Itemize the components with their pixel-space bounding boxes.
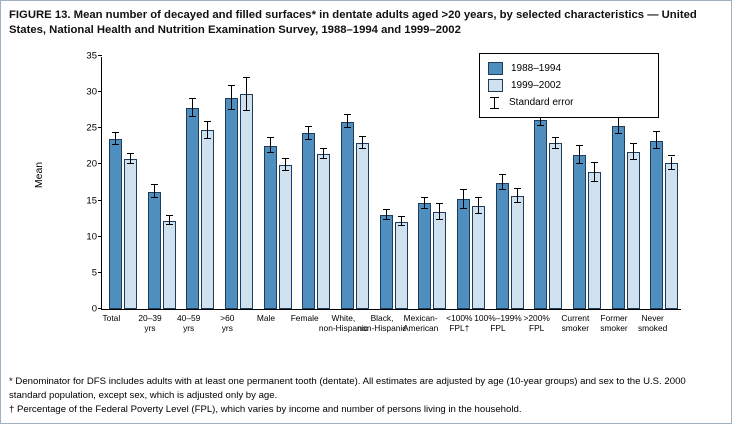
y-tick-label: 10 [86,231,97,243]
error-bar-cap [460,189,467,190]
x-tick-label: Male [256,313,276,323]
error-bar-cap [243,110,250,111]
error-bar-cap [267,137,274,138]
bar [395,222,408,309]
y-tick-label: 20 [86,158,97,170]
bar [225,98,238,309]
x-tick-label: Female [290,313,319,323]
bar [511,196,524,309]
bar [472,206,485,309]
error-bar-cap [630,159,637,160]
bar [124,159,137,309]
error-bar [231,86,232,111]
error-bar-cap [282,158,289,159]
error-bar-cap [475,197,482,198]
error-bar-cap [576,145,583,146]
bar [302,133,315,309]
error-bar [656,132,657,149]
x-tick-label: Former smoker [600,313,628,333]
error-bar-icon [488,97,501,109]
error-bar-cap [514,202,521,203]
error-bar-cap [398,216,405,217]
bar [612,126,625,309]
y-tick-label: 25 [86,122,97,134]
error-bar-cap [151,184,158,185]
y-tick-label: 0 [91,303,97,315]
bar-group [378,56,411,309]
error-bar-cap [127,153,134,154]
bar [186,108,199,309]
y-tick-mark [98,272,102,273]
error-bar-cap [320,158,327,159]
error-bar [579,146,580,165]
error-bar [633,144,634,160]
error-bar-cap [383,219,390,220]
error-bar [517,189,518,203]
error-bar-cap [267,152,274,153]
bar [341,122,354,309]
error-bar-cap [552,148,559,149]
error-bar-cap [359,136,366,137]
error-bar-cap [112,144,119,145]
error-bar [618,118,619,134]
error-bar-cap [576,163,583,164]
error-bar-cap [228,85,235,86]
error-bar-cap [383,209,390,210]
error-bar-cap [615,133,622,134]
y-tick-mark [98,127,102,128]
error-bar [502,175,503,189]
legend-item-standard-error [488,94,650,111]
chart-area [9,49,725,349]
error-bar-cap [305,139,312,140]
x-tick-label: >60 yrs [220,313,235,333]
error-bar-cap [537,125,544,126]
error-bar-cap [514,188,521,189]
y-tick-mark [98,91,102,92]
error-bar-cap [243,77,250,78]
error-bar-cap [344,114,351,115]
error-bar-cap [460,208,467,209]
error-bar-cap [282,170,289,171]
error-bar-cap [499,189,506,190]
error-bar-cap [204,138,211,139]
bar [264,146,277,309]
x-tick-label: Black, non-Hispanic [357,313,407,333]
bar-group [146,56,179,309]
legend-item-1999-2002 [488,77,650,94]
x-tick-label: White, non-Hispanic [318,313,368,333]
x-tick-label: 100%–199% FPL [474,313,522,333]
bar-group [107,56,140,309]
error-bar-cap [127,163,134,164]
bar-group [300,56,333,309]
error-bar-cap [591,162,598,163]
error-bar-cap [653,131,660,132]
error-bar-cap [436,219,443,220]
y-tick-label: 5 [91,267,97,279]
y-tick-mark [98,163,102,164]
error-bar-cap [552,137,559,138]
bar [380,215,393,309]
error-bar-cap [344,127,351,128]
bar [317,154,330,309]
error-bar-cap [630,143,637,144]
figure-title: FIGURE 13. Mean number of decayed and filled surfaces* in dentate adults aged >20 years, by selected characteristics — United States, National Health and Nutrition Examination Survey, 1988–1994 and 1999–2002 [9,9,697,36]
error-bar-cap [591,181,598,182]
footnotes [9,375,725,418]
y-tick-mark [98,308,102,309]
y-tick-mark [98,200,102,201]
bar [163,221,176,309]
error-bar-cap [421,197,428,198]
bar-group [184,56,217,309]
y-tick-mark [98,55,102,56]
bar [549,143,562,309]
y-axis-label: Mean [33,161,45,189]
x-tick-label: Mexican-American [402,313,439,333]
y-tick-label: 35 [86,50,97,62]
error-bar-cap [228,109,235,110]
error-bar [192,99,193,118]
error-bar-cap [653,148,660,149]
legend-label: 1999–2002 [511,80,562,91]
error-bar-cap [668,155,675,156]
y-tick-label: 30 [86,86,97,98]
bar [534,120,547,309]
bar [573,155,586,309]
bar [109,139,122,309]
error-bar [246,78,247,111]
error-bar-cap [359,148,366,149]
y-tick-mark [98,236,102,237]
bar [650,141,663,309]
x-tick-label: 40–59 yrs [177,313,201,333]
x-tick-label: Never smoked [637,313,668,333]
error-bar-cap [320,148,327,149]
legend [479,53,659,118]
error-bar-cap [166,224,173,225]
bar [627,152,640,309]
error-bar [594,163,595,182]
error-bar-cap [421,208,428,209]
x-tick-label: 20–39 yrs [138,313,162,333]
bar [433,212,446,309]
footnote-2: † Percentage of the Federal Poverty Level (FPL), which varies by income and number of persons living in the household. [9,404,522,415]
error-bar-cap [305,126,312,127]
error-bar [439,204,440,220]
bar-group [223,56,256,309]
error-bar-cap [189,116,196,117]
bar [665,163,678,309]
error-bar-cap [189,98,196,99]
error-bar [478,198,479,214]
bar [279,165,292,309]
footnote-1: * Denominator for DFS includes adults with at least one permanent tooth (dentate). All estimates are adjusted by age (10-year groups) and sex to the U.S. 2000 standard population, except sex, which is adjusted only by age. [9,376,686,401]
error-bar-cap [668,169,675,170]
y-tick-label: 15 [86,195,97,207]
bar-group [262,56,295,309]
x-tick-label: <100% FPL† [446,313,473,333]
error-bar [207,122,208,139]
x-tick-label: Current smoker [561,313,590,333]
bar-group [339,56,372,309]
bar-group [416,56,449,309]
legend-label: 1988–1994 [511,63,562,74]
bar [356,143,369,309]
legend-swatch-icon [488,62,503,75]
bar [240,94,253,309]
error-bar [463,190,464,209]
bar [457,199,470,309]
error-bar-cap [499,174,506,175]
x-tick-label: Total [102,313,121,323]
error-bar-cap [204,121,211,122]
bar [588,172,601,309]
error-bar-cap [166,215,173,216]
error-bar [270,138,271,152]
error-bar-cap [398,225,405,226]
legend-swatch-icon [488,79,503,92]
x-tick-label: >200% FPL [523,313,550,333]
bar [496,183,509,310]
error-bar-cap [436,203,443,204]
bar [148,192,161,309]
error-bar-cap [151,197,158,198]
bar [201,130,214,309]
error-bar-cap [475,213,482,214]
bar [418,203,431,309]
legend-item-1988-1994 [488,60,650,77]
legend-label: Standard error [509,97,574,108]
error-bar-cap [112,132,119,133]
